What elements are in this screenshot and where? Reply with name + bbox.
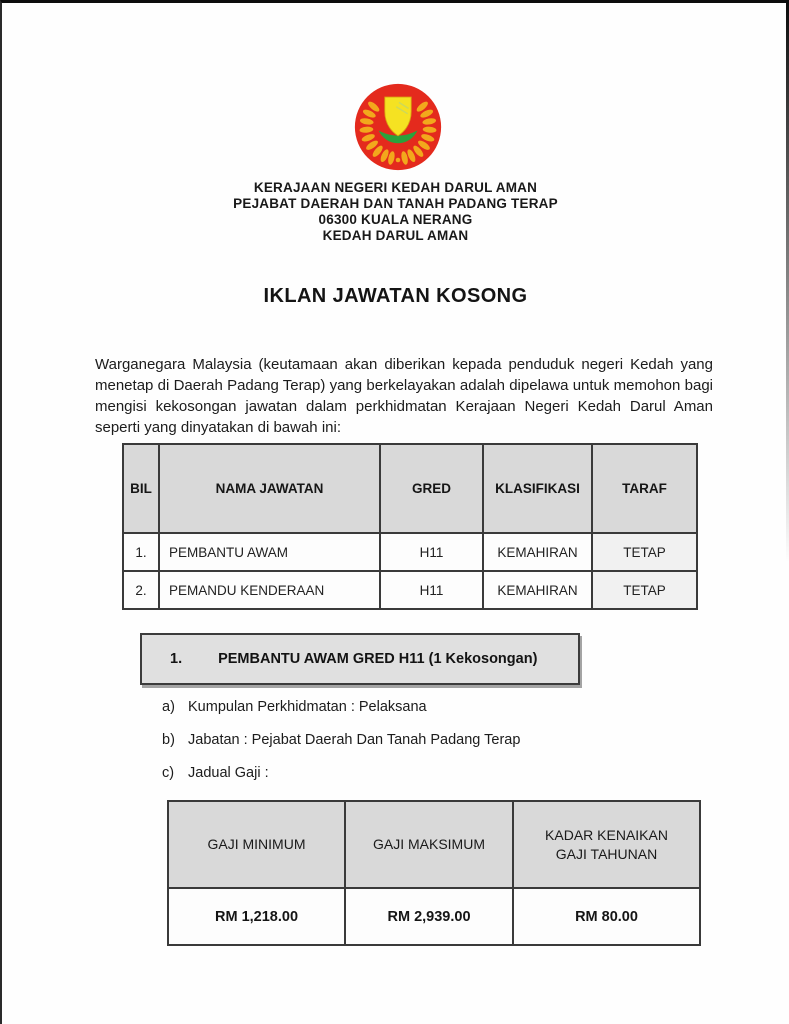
list-item — [162, 700, 520, 715]
section-number: 1. — [170, 651, 183, 667]
cell-nama-jawatan: PEMBANTU AWAM — [159, 533, 380, 571]
cell-taraf: TETAP — [592, 533, 697, 571]
item-label: b) — [162, 732, 175, 748]
item-text: Jadual Gaji : — [188, 765, 269, 781]
col-header-taraf: TARAF — [592, 444, 697, 533]
table-row — [123, 571, 697, 609]
cell-bil: 1. — [123, 533, 159, 571]
cell-klasifikasi: KEMAHIRAN — [483, 571, 592, 609]
col-header-gred: GRED — [380, 444, 483, 533]
cell-klasifikasi: KEMAHIRAN — [483, 533, 592, 571]
item-text: Kumpulan Perkhidmatan : Pelaksana — [188, 699, 427, 715]
cell-gaji-minimum: RM 1,218.00 — [168, 888, 345, 945]
section-title: PEMBANTU AWAM GRED H11 (1 Kekosongan) — [218, 651, 538, 667]
section-heading-box — [140, 633, 580, 685]
cell-gred: H11 — [380, 571, 483, 609]
salary-value-row — [168, 888, 700, 945]
col-header-klasifikasi: KLASIFIKASI — [483, 444, 592, 533]
page-title: IKLAN JAWATAN KOSONG — [263, 285, 528, 307]
intro-paragraph: Warganegara Malaysia (keutamaan akan diberikan kepada penduduk negeri Kedah yang menetap di Daerah Padang Terap) yang berkelayakan adalah dipelawa untuk memohon bagi mengisi kekosongan jawatan dalam perkhidmatan Kerajaan Negeri Kedah Darul Aman seperti yang dinyatakan di bawah ini: — [95, 356, 713, 436]
col-header-gaji-minimum: GAJI MINIMUM — [168, 801, 345, 888]
item-text: Jabatan : Pejabat Daerah Dan Tanah Padang Terap — [188, 732, 521, 748]
letterhead-line-4: KEDAH DARUL AMAN — [322, 228, 469, 243]
cell-gaji-maksimum: RM 2,939.00 — [345, 888, 513, 945]
cell-kadar-kenaikan: RM 80.00 — [513, 888, 700, 945]
cell-nama-jawatan: PEMANDU KENDERAAN — [159, 571, 380, 609]
col-header-gaji-maksimum: GAJI MAKSIMUM — [345, 801, 513, 888]
col-header-bil: BIL — [123, 444, 159, 533]
kedah-state-crest-icon — [354, 83, 442, 171]
letterhead — [2, 180, 789, 244]
section-item-list — [162, 700, 520, 799]
letterhead-line-2: PEJABAT DAERAH DAN TANAH PADANG TERAP — [233, 196, 558, 211]
letterhead-line-1: KERAJAAN NEGERI KEDAH DARUL AMAN — [253, 180, 538, 195]
salary-table — [167, 800, 701, 946]
cell-gred: H11 — [380, 533, 483, 571]
cell-taraf: TETAP — [592, 571, 697, 609]
item-label: c) — [162, 765, 175, 781]
col-header-nama-jawatan: NAMA JAWATAN — [159, 444, 380, 533]
list-item — [162, 766, 520, 781]
letterhead-line-3: 06300 KUALA NERANG — [318, 212, 473, 227]
cell-bil: 2. — [123, 571, 159, 609]
vacancies-table — [122, 443, 698, 610]
vacancies-header-row — [123, 444, 697, 533]
col-header-kadar-kenaikan: KADAR KENAIKAN GAJI TAHUNAN — [513, 801, 700, 888]
table-row — [123, 533, 697, 571]
item-label: a) — [162, 699, 175, 715]
salary-header-row — [168, 801, 700, 888]
list-item — [162, 733, 520, 748]
